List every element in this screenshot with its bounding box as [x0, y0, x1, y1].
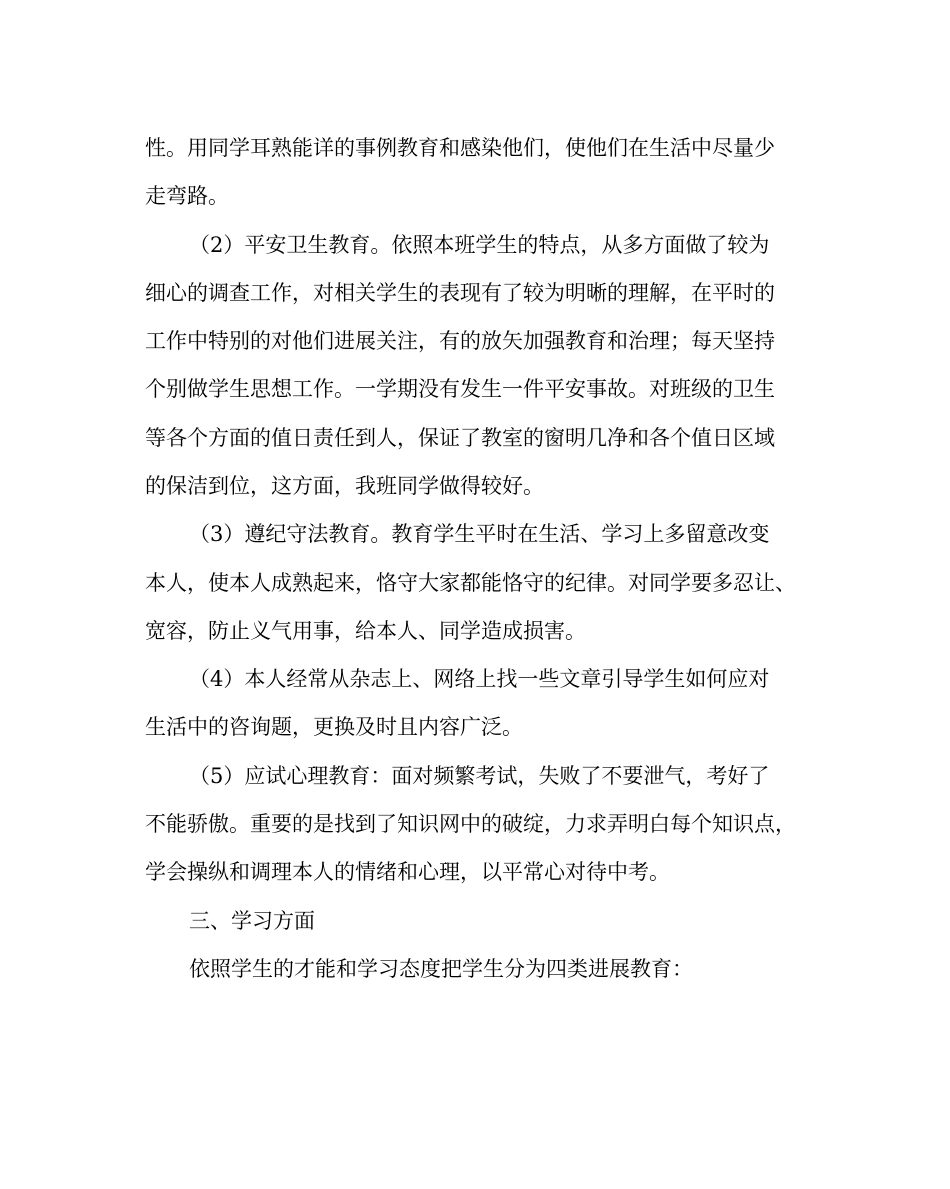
paragraph-start-line: （3）遵纪守法教育。教育学生平时在生活、学习上多留意改变	[189, 522, 770, 546]
text-line: 等各个方面的值日责任到人，保证了教室的窗明几净和各个值日区域	[145, 426, 775, 450]
text-line: 性。用同学耳熟能详的事例教育和感染他们，使他们在生活中尽量少	[145, 136, 775, 160]
text-line: 生活中的咨询题，更换及时且内容广泛。	[145, 715, 523, 739]
text-line: 的保洁到位，这方面，我班同学做得较好。	[145, 474, 544, 498]
text-line: 细心的调查工作，对相关学生的表现有了较为明晰的理解，在平时的	[145, 281, 775, 305]
paragraph-start-line: （5）应试心理教育：面对频繁考试，失败了不要泄气，考好了	[189, 764, 770, 788]
paragraph-start-line: （2）平安卫生教育。依照本班学生的特点，从多方面做了较为	[189, 233, 770, 257]
text-line: 宽容，防止义气用事，给本人、同学造成损害。	[145, 619, 586, 643]
text-line: 不能骄傲。重要的是找到了知识网中的破绽，力求弄明白每个知识点，	[145, 812, 796, 836]
text-line: 学会操纵和调理本人的情绪和心理，以平常心对待中考。	[145, 860, 670, 884]
section-heading: 三、学习方面	[189, 909, 315, 933]
paragraph-start-line: 依照学生的才能和学习态度把学生分为四类进展教育：	[189, 957, 693, 981]
paragraph-start-line: （4）本人经常从杂志上、网络上找一些文章引导学生如何应对	[189, 667, 770, 691]
text-line: 走弯路。	[145, 184, 229, 208]
text-line: 工作中特别的对他们进展关注，有的放矢加强教育和治理；每天坚持	[145, 329, 775, 353]
text-line: 个别做学生思想工作。一学期没有发生一件平安事故。对班级的卫生	[145, 377, 775, 401]
text-line: 本人，使本人成熟起来，恪守大家都能恪守的纪律。对同学要多忍让、	[145, 571, 796, 595]
